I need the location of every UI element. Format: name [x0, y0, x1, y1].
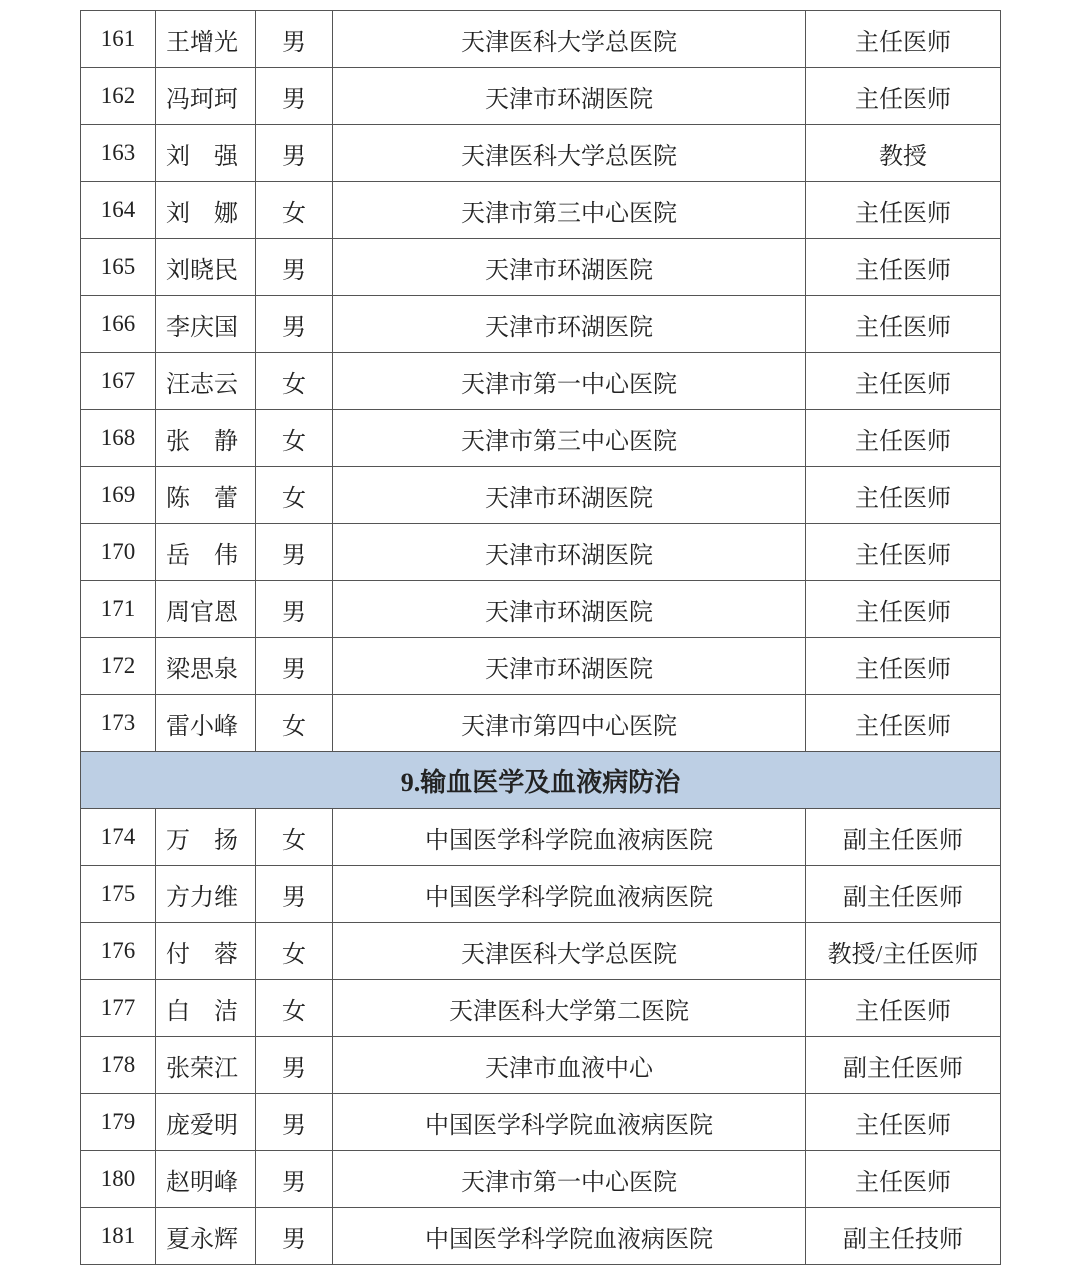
title-cell: 主任医师 [806, 1151, 1001, 1208]
gender-cell: 女 [256, 695, 333, 752]
table-body-after [81, 809, 1001, 1265]
title-cell: 主任医师 [806, 239, 1001, 296]
table-row [81, 125, 1001, 182]
hospital-cell: 中国医学科学院血液病医院 [333, 1094, 806, 1151]
table-row [81, 1037, 1001, 1094]
gender-cell: 女 [256, 923, 333, 980]
table-row [81, 1094, 1001, 1151]
table-row [81, 11, 1001, 68]
gender-cell: 男 [256, 11, 333, 68]
name-cell: 陈 蕾 [156, 467, 256, 524]
row-number: 161 [81, 11, 156, 68]
title-cell: 主任医师 [806, 410, 1001, 467]
hospital-cell: 天津市环湖医院 [333, 524, 806, 581]
table-row [81, 866, 1001, 923]
title-cell: 主任医师 [806, 581, 1001, 638]
name-cell: 张荣江 [156, 1037, 256, 1094]
gender-cell: 男 [256, 125, 333, 182]
gender-cell: 女 [256, 353, 333, 410]
row-number: 175 [81, 866, 156, 923]
row-number: 179 [81, 1094, 156, 1151]
hospital-cell: 天津医科大学总医院 [333, 125, 806, 182]
name-cell: 王增光 [156, 11, 256, 68]
hospital-cell: 中国医学科学院血液病医院 [333, 1208, 806, 1265]
title-cell: 主任医师 [806, 296, 1001, 353]
name-cell: 刘 娜 [156, 182, 256, 239]
name-cell: 万 扬 [156, 809, 256, 866]
title-cell: 副主任技师 [806, 1208, 1001, 1265]
hospital-cell: 天津市环湖医院 [333, 581, 806, 638]
title-cell: 主任医师 [806, 182, 1001, 239]
table-row [81, 581, 1001, 638]
table-row [81, 638, 1001, 695]
row-number: 166 [81, 296, 156, 353]
section-header-row [81, 752, 1001, 809]
name-cell: 夏永辉 [156, 1208, 256, 1265]
row-number: 163 [81, 125, 156, 182]
gender-cell: 女 [256, 410, 333, 467]
gender-cell: 男 [256, 296, 333, 353]
name-cell: 白 洁 [156, 980, 256, 1037]
hospital-cell: 天津市环湖医院 [333, 68, 806, 125]
gender-cell: 男 [256, 1151, 333, 1208]
table-row [81, 296, 1001, 353]
row-number: 172 [81, 638, 156, 695]
gender-cell: 女 [256, 182, 333, 239]
title-cell: 主任医师 [806, 353, 1001, 410]
title-cell: 主任医师 [806, 524, 1001, 581]
hospital-cell: 天津市第一中心医院 [333, 353, 806, 410]
title-cell: 副主任医师 [806, 809, 1001, 866]
table-row [81, 68, 1001, 125]
row-number: 178 [81, 1037, 156, 1094]
row-number: 167 [81, 353, 156, 410]
name-cell: 岳 伟 [156, 524, 256, 581]
table-row [81, 923, 1001, 980]
row-number: 169 [81, 467, 156, 524]
name-cell: 庞爱明 [156, 1094, 256, 1151]
row-number: 168 [81, 410, 156, 467]
name-cell: 汪志云 [156, 353, 256, 410]
table-body-before [81, 11, 1001, 752]
gender-cell: 男 [256, 1208, 333, 1265]
table-row [81, 239, 1001, 296]
row-number: 176 [81, 923, 156, 980]
row-number: 170 [81, 524, 156, 581]
hospital-cell: 天津市第三中心医院 [333, 182, 806, 239]
section-header-group [81, 752, 1001, 809]
title-cell: 副主任医师 [806, 866, 1001, 923]
row-number: 180 [81, 1151, 156, 1208]
table-row [81, 1208, 1001, 1265]
row-number: 171 [81, 581, 156, 638]
title-cell: 主任医师 [806, 467, 1001, 524]
hospital-cell: 中国医学科学院血液病医院 [333, 866, 806, 923]
hospital-cell: 天津市环湖医院 [333, 638, 806, 695]
title-cell: 主任医师 [806, 980, 1001, 1037]
hospital-cell: 天津医科大学总医院 [333, 11, 806, 68]
title-cell: 教授/主任医师 [806, 923, 1001, 980]
gender-cell: 男 [256, 524, 333, 581]
hospital-cell: 天津市环湖医院 [333, 239, 806, 296]
hospital-cell: 天津市第一中心医院 [333, 1151, 806, 1208]
gender-cell: 男 [256, 1094, 333, 1151]
name-cell: 冯珂珂 [156, 68, 256, 125]
row-number: 177 [81, 980, 156, 1037]
gender-cell: 男 [256, 866, 333, 923]
gender-cell: 女 [256, 467, 333, 524]
title-cell: 主任医师 [806, 638, 1001, 695]
hospital-cell: 天津市血液中心 [333, 1037, 806, 1094]
gender-cell: 男 [256, 581, 333, 638]
name-cell: 雷小峰 [156, 695, 256, 752]
name-cell: 方力维 [156, 866, 256, 923]
table-row [81, 1151, 1001, 1208]
hospital-cell: 天津市环湖医院 [333, 296, 806, 353]
table-row [81, 353, 1001, 410]
hospital-cell: 天津市第四中心医院 [333, 695, 806, 752]
table-row [81, 467, 1001, 524]
title-cell: 主任医师 [806, 11, 1001, 68]
row-number: 165 [81, 239, 156, 296]
name-cell: 付 蓉 [156, 923, 256, 980]
title-cell: 副主任医师 [806, 1037, 1001, 1094]
hospital-cell: 中国医学科学院血液病医院 [333, 809, 806, 866]
gender-cell: 男 [256, 1037, 333, 1094]
name-cell: 赵明峰 [156, 1151, 256, 1208]
title-cell: 主任医师 [806, 1094, 1001, 1151]
name-cell: 张 静 [156, 410, 256, 467]
title-cell: 教授 [806, 125, 1001, 182]
gender-cell: 男 [256, 239, 333, 296]
table-row [81, 182, 1001, 239]
table-row [81, 524, 1001, 581]
gender-cell: 女 [256, 980, 333, 1037]
row-number: 181 [81, 1208, 156, 1265]
row-number: 173 [81, 695, 156, 752]
gender-cell: 女 [256, 809, 333, 866]
row-number: 164 [81, 182, 156, 239]
row-number: 174 [81, 809, 156, 866]
table-row [81, 980, 1001, 1037]
name-cell: 梁思泉 [156, 638, 256, 695]
name-cell: 刘 强 [156, 125, 256, 182]
title-cell: 主任医师 [806, 695, 1001, 752]
name-cell: 刘晓民 [156, 239, 256, 296]
gender-cell: 男 [256, 68, 333, 125]
name-cell: 周官恩 [156, 581, 256, 638]
hospital-cell: 天津医科大学总医院 [333, 923, 806, 980]
row-number: 162 [81, 68, 156, 125]
expert-list-table [80, 10, 1001, 1265]
title-cell: 主任医师 [806, 68, 1001, 125]
hospital-cell: 天津市环湖医院 [333, 467, 806, 524]
table-row [81, 695, 1001, 752]
hospital-cell: 天津市第三中心医院 [333, 410, 806, 467]
table-row [81, 809, 1001, 866]
section-title: 9.输血医学及血液病防治 [81, 752, 1001, 809]
table-row [81, 410, 1001, 467]
name-cell: 李庆国 [156, 296, 256, 353]
gender-cell: 男 [256, 638, 333, 695]
hospital-cell: 天津医科大学第二医院 [333, 980, 806, 1037]
